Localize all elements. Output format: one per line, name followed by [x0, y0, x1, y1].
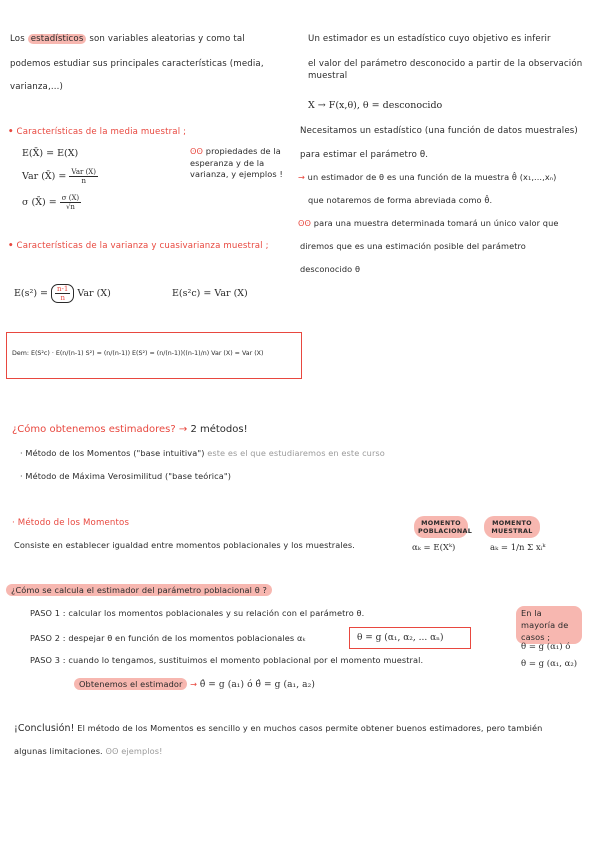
conclusion-note: ejemplos!: [121, 746, 163, 756]
media-f2-fraction: [69, 168, 98, 185]
var-formula-2: E(s²c) = Var (X): [172, 288, 248, 299]
estimador-def-line-2: el valor del parámetro desconocido a partir de la observación muestral: [308, 59, 583, 81]
paso-1-text: calcular los momentos poblacionales y su relación con el parámetro θ.: [68, 608, 365, 618]
media-f3-fraction: [60, 194, 81, 211]
arrow-paragraph: [298, 172, 598, 184]
method-1: Método de los Momentos ("base intuitiva"): [25, 448, 205, 458]
media-heading-text: Características de la media muestral ;: [16, 127, 187, 137]
var-f1-paren: [51, 284, 74, 303]
media-formula-1: E(X̄) = E(X): [22, 148, 79, 159]
bullet-icon: ·: [12, 518, 15, 528]
media-f3-den: √n: [65, 203, 75, 211]
eyes-text-2: diremos que es una estimación posible del parámetro: [300, 241, 526, 251]
paso-2-box-formula: θ = g (α₁, α₂, ... αₙ): [357, 633, 444, 643]
obtenemos-line: [74, 678, 434, 692]
intro-text-2: son variables aleatorias y como tal: [89, 34, 245, 44]
momento-poblacional-formula: αₖ = E(Xᵏ): [412, 543, 456, 553]
var-f1-lhs: E(s²) =: [14, 288, 49, 299]
model-formula: X → F(x,θ), θ = desconocido: [308, 100, 443, 111]
paso-2-box: [349, 627, 471, 649]
necesitamos-line-1: Necesitamos un estadístico (una función de datos muestrales): [300, 126, 578, 136]
bullet-icon: ·: [20, 448, 23, 458]
side-note-heading-wrap: [516, 606, 582, 644]
side-note-heading: En la mayoría de casos ;: [516, 606, 582, 644]
methods-question: ¿Cómo obtenemos estimadores?: [12, 424, 176, 435]
conclusion-label: ¡Conclusión!: [14, 723, 75, 734]
momento-poblacional-pill: MOMENTO POBLACIONAL: [414, 516, 468, 538]
var-heading-text: Características de la varianza y cuasivarianza muestral ;: [16, 241, 269, 251]
methods-question-line: [12, 424, 248, 435]
side-note-formula-1: θ = g (α₁) ó: [521, 642, 571, 652]
eyes-text: para una muestra determinada tomará un único valor que: [313, 218, 559, 228]
moments-heading: Método de los Momentos: [17, 518, 130, 528]
intro-line-2: podemos estudiar sus principales características (media,: [10, 59, 264, 69]
arrow-right-icon: →: [298, 172, 305, 182]
paso-2-label: PASO 2 :: [30, 633, 66, 643]
var-f1-den: n: [60, 294, 65, 302]
media-f3-num: σ (X): [61, 194, 80, 202]
conclusion-text-2: algunas limitaciones.: [14, 746, 103, 756]
bullet-icon: ·: [20, 471, 23, 481]
media-f3-lhs: σ (X̄) =: [22, 197, 57, 208]
intro-text-1: Los: [10, 34, 25, 44]
conclusion-line-1: [14, 723, 589, 735]
arrow-right-icon: →: [190, 679, 198, 689]
method-1-note: este es el que estudiaremos en este curso: [207, 448, 385, 458]
estadisticos-highlight: estadísticos: [28, 34, 87, 44]
eyes-text-3: desconocido θ: [300, 264, 361, 274]
paso-3-line: [30, 655, 500, 667]
side-note-formula-2: θ = g (α₁, α₂): [521, 659, 578, 669]
demonstration-text: Dem: E(S²c) · E(n/(n-1) S²) = (n/(n-1)) E(S²) = (n/(n-1))((n-1)/n) Var (X) = Var (X): [12, 350, 264, 357]
arrow-right-icon: →: [178, 424, 188, 435]
eyes-icon: ʘʘ: [105, 746, 119, 756]
media-note-text: propiedades de la esperanza y de la varianza, y ejemplos !: [190, 146, 283, 179]
var-f1-num: n-1: [57, 285, 69, 293]
var-f1-fraction: [55, 285, 70, 302]
arrow-text-2: que notaremos de forma abreviada como θ̂.: [308, 195, 493, 205]
momento-muestral-formula: aₖ = 1/n Σ xᵢᵏ: [490, 543, 546, 553]
bullet-icon: •: [8, 241, 14, 251]
media-formula-2: [22, 168, 98, 185]
method-2-line: [20, 471, 580, 483]
necesitamos-line-2: para estimar el parámetro θ.: [300, 150, 429, 160]
method-2: Método de Máxima Verosimilitud ("base teórica"): [25, 471, 232, 481]
media-f2-num: Var (X): [71, 168, 97, 176]
procedure-question-line: [6, 585, 272, 597]
paso-3-label: PASO 3 :: [30, 655, 66, 665]
var-formula-1: [14, 284, 111, 303]
method-1-line: [20, 448, 580, 460]
estimador-def-line-1: Un estimador es un estadístico cuyo objetivo es inferir: [308, 34, 551, 44]
momento-muestral-pill: MOMENTO MUESTRAL: [484, 516, 540, 538]
procedure-question: ¿Cómo se calcula el estimador del parámetro poblacional θ ?: [6, 584, 272, 596]
moments-description: Consiste en establecer igualdad entre momentos poblacionales y los muestrales.: [14, 540, 355, 550]
conclusion-text: El método de los Momentos es sencillo y en muchos casos permite obtener buenos estimadores, pero también: [77, 723, 543, 733]
media-f2-lhs: Var (X̄) =: [22, 171, 67, 182]
eyes-icon: ʘʘ: [298, 218, 312, 228]
intro-paragraph: [10, 33, 300, 45]
arrow-text: un estimador de θ es una función de la muestra θ̂ (x₁,...,xₙ): [307, 172, 557, 182]
obtenemos-highlight: Obtenemos el estimador: [74, 678, 187, 690]
obtenemos-formula: θ̂ = g (a₁) ó θ̂ = g (a₁, a₂): [199, 680, 315, 690]
moments-heading-line: [12, 517, 129, 529]
media-formula-3: [22, 194, 81, 211]
bullet-icon: •: [8, 127, 14, 137]
paso-2-text: despejar θ en función de los momentos poblacionales αₖ: [68, 633, 307, 643]
media-note: [190, 146, 285, 181]
media-f2-den: n: [81, 177, 86, 185]
intro-line-3: varianza,...): [10, 82, 63, 92]
var-heading: [8, 240, 288, 252]
paso-2-line: [30, 633, 350, 645]
eyes-icon: ʘʘ: [190, 146, 204, 156]
paso-1-line: [30, 608, 500, 620]
paso-3-text: cuando lo tengamos, sustituimos el momento poblacional por el momento muestral.: [68, 655, 424, 665]
conclusion-line-2: [14, 746, 414, 758]
demonstration-box: [6, 332, 302, 379]
eyes-paragraph: [298, 218, 598, 230]
var-f1-rhs: Var (X): [77, 288, 111, 299]
paso-1-label: PASO 1 :: [30, 608, 66, 618]
methods-answer: 2 métodos!: [190, 424, 248, 435]
media-heading: [8, 126, 298, 138]
